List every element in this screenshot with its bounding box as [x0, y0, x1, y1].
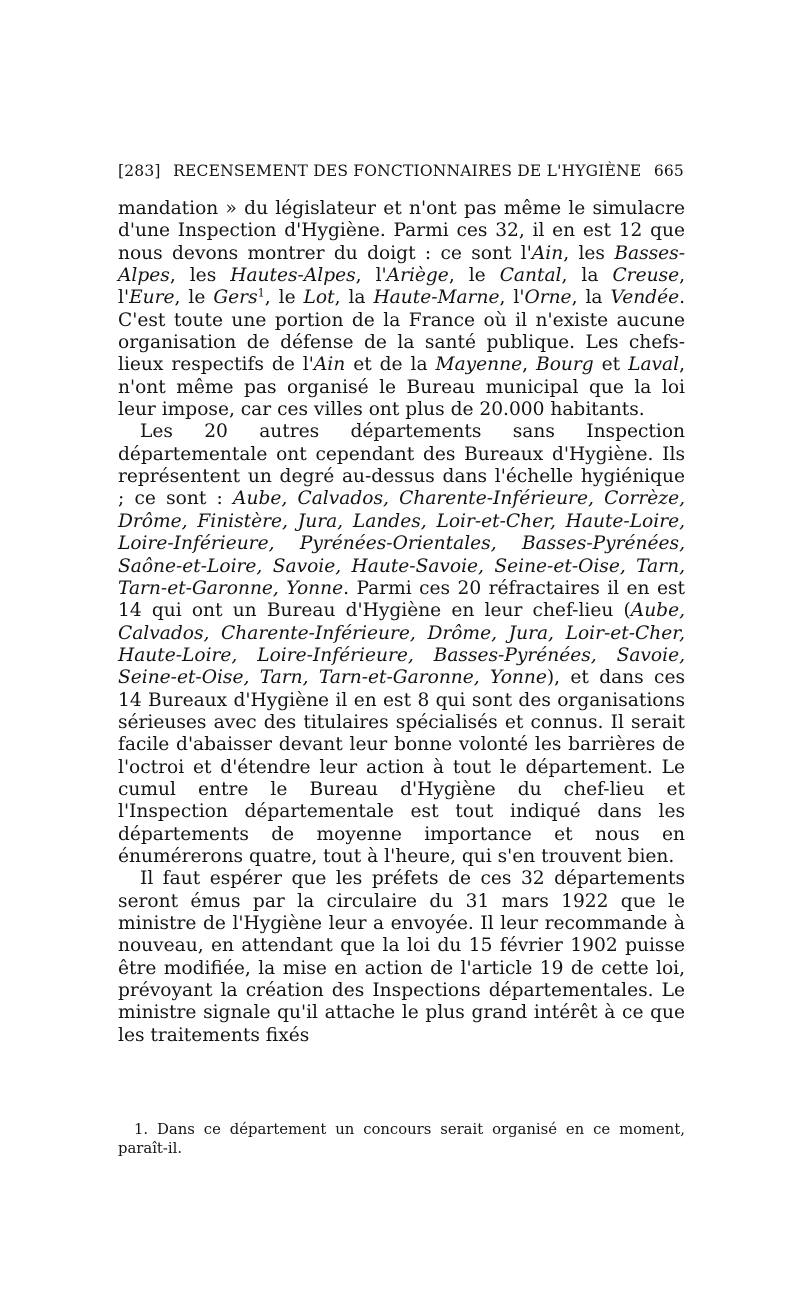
- running-header: [118, 162, 684, 180]
- text-run: , n'ont même pas organisé le Bureau municipal que la loi leur impose, car ces villes ont plus de 20.000 habitants.: [118, 354, 685, 421]
- text-run: , le: [264, 287, 304, 309]
- italic-text: Gers: [213, 287, 258, 309]
- footnote-reference: 1: [257, 286, 265, 300]
- italic-text: Aube, Calvados, Charente-Inférieure, Drôme, Jura, Loir-et-Cher, Haute-Loire, Loire-Inférieure, Basses-Pyrénées, Savoie, Seine-et-Oise, Tarn, Tarn-et-Garonne, Yonne: [118, 600, 685, 689]
- paragraph: [118, 421, 685, 868]
- italic-text: Haute-Marne: [373, 287, 500, 309]
- text-run: . C'est toute une portion de la France où il n'existe aucune organisation de défense de la santé publique. Les chefs-lieux respectifs de l': [118, 287, 686, 376]
- text-run: Les 20 autres départements sans Inspection départementale ont cependant des Bureaux d'Hygiène. Ils représentent un degré au-dessus dans l'échelle hygiénique ; ce sont :: [118, 421, 685, 510]
- text-run: , les: [563, 242, 615, 264]
- paragraph: [118, 868, 685, 1047]
- running-title: RECENSEMENT DES FONCTIONNAIRES DE L'HYGIÈNE: [173, 162, 642, 180]
- italic-text: Orne: [524, 287, 572, 309]
- italic-text: Aube, Calvados, Charente-Inférieure, Corrèze, Drôme, Finistère, Jura, Landes, Loir-et-Cher, Haute-Loire, Loire-Inférieure, Pyrénées-Orientales, Basses-Pyrénées, Saône-et-Loire, Savoie, Haute-Savoie, Seine-et-Oise, Tarn, Tarn-et-Garonne, Yonne: [118, 488, 685, 599]
- body-text: [118, 198, 685, 1047]
- italic-text: Bourg: [536, 354, 594, 376]
- text-run: , la: [334, 287, 374, 309]
- italic-text: Ain: [531, 242, 564, 264]
- italic-text: Vendée: [610, 287, 680, 309]
- italic-text: Creuse: [612, 265, 680, 287]
- text-run: , l': [499, 287, 525, 309]
- text-run: , l': [118, 265, 686, 309]
- italic-text: Cantal: [499, 265, 562, 287]
- italic-text: Ariège: [386, 265, 449, 287]
- text-run: et: [593, 354, 629, 376]
- text-run: , l': [355, 265, 387, 287]
- section-number: [283]: [118, 162, 161, 180]
- text-run: . Parmi ces 20 réfractaires il en est 14 qui ont un Bureau d'Hygiène en leur chef-lieu (: [118, 577, 685, 622]
- text-run: mandation » du législateur et n'ont pas même le simulacre d'une Inspection d'Hygiène. Parmi ces 32, il en est 12 que nous devons montrer du doigt : ce sont l': [118, 198, 685, 264]
- italic-text: Hautes-Alpes: [230, 265, 356, 287]
- paragraph: [118, 198, 685, 421]
- footnote: [118, 1120, 685, 1158]
- italic-text: Lot: [303, 287, 335, 309]
- text-run: et de la: [345, 354, 436, 376]
- text-run: ,: [522, 354, 537, 376]
- italic-text: Eure: [129, 287, 175, 309]
- footnote-text: Dans ce département un concours serait organisé en ce moment, paraît-il.: [118, 1121, 685, 1157]
- italic-text: Basses-Alpes: [118, 242, 685, 287]
- italic-text: Mayenne: [435, 354, 523, 376]
- page-number: 665: [653, 162, 684, 180]
- text-run: Il faut espérer que les préfets de ces 32 départements seront émus par la circulaire du 31 mars 1922 que le ministre de l'Hygiène leur a envoyée. Il leur recommande à nouveau, en attendant que la loi du 15 février 1902 puisse être modifiée, la mise en action de l'article 19 de cette loi, prévoyant la création des Inspections départementales. Le ministre signale qu'il attache le plus grand intérêt à ce que les traitements fixés: [118, 868, 685, 1046]
- text-run: ), et dans ces 14 Bureaux d'Hygiène il en est 8 qui sont des organisations sérieuses avec des titulaires spécialisés et connus. Il serait facile d'abaisser devant leur bonne volonté les barrières de l'octroi et d'étendre leur action à tout le département. Le cumul entre le Bureau d'Hygiène du chef-lieu et l'Inspection départementale est tout indiqué dans les départements de moyenne importance et nous en énumérerons quatre, tout à l'heure, qui s'en trouvent bien.: [118, 667, 686, 867]
- text-run: , la: [561, 265, 613, 287]
- footnote-marker: 1.: [134, 1121, 149, 1138]
- text-run: , les: [169, 265, 231, 287]
- italic-text: Ain: [313, 354, 346, 376]
- text-run: , la: [571, 287, 611, 309]
- italic-text: Laval: [628, 354, 680, 376]
- text-run: , le: [448, 265, 500, 287]
- text-run: , le: [174, 287, 214, 309]
